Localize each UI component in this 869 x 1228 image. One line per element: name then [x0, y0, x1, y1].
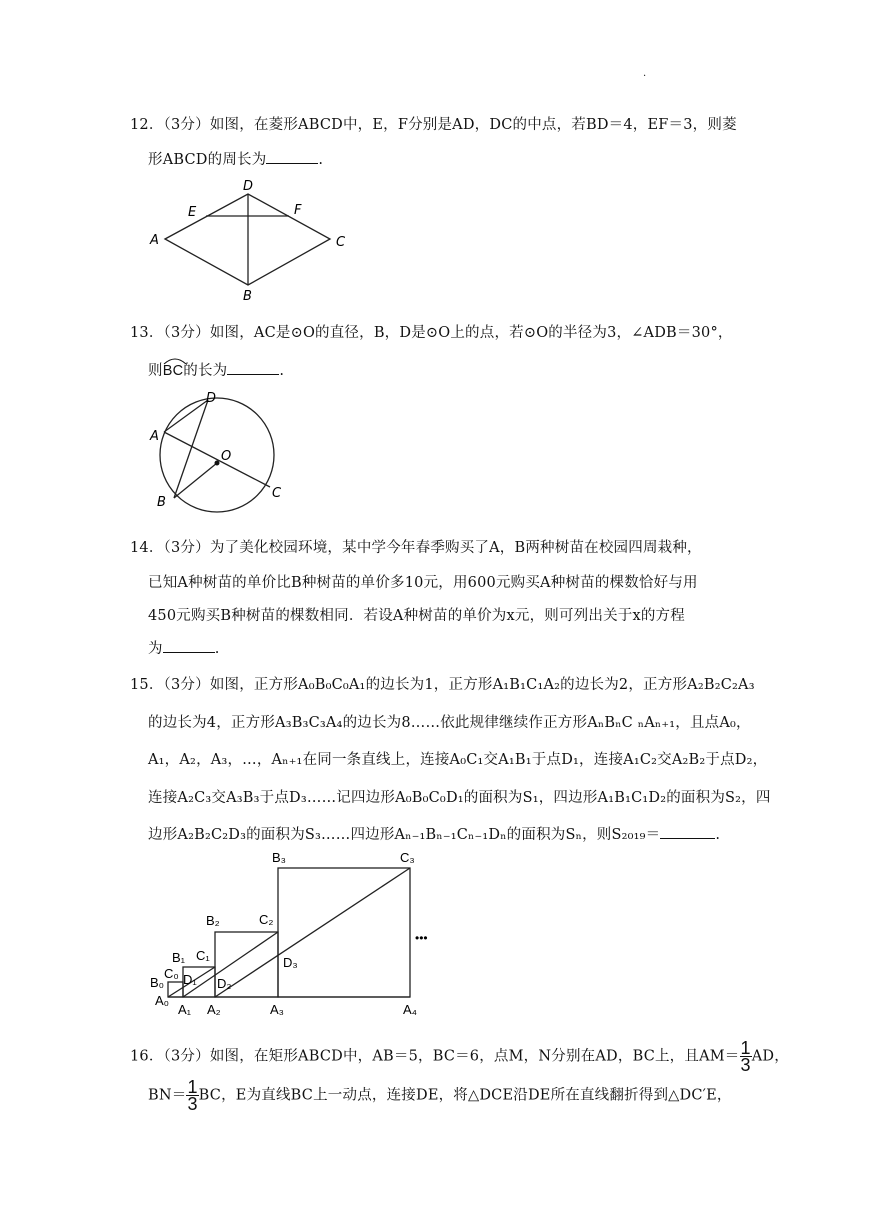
label-A0: A₀	[155, 993, 170, 1008]
q12-answer-blank[interactable]	[266, 162, 318, 164]
label-A: A	[150, 233, 159, 248]
q13-line2-end: .	[279, 363, 285, 379]
label-C3: C₃	[400, 850, 415, 865]
q16-line1-pre: 16．（3分）如图，在矩形ABCD中，AB＝5，BC＝6，点M，N分别在AD，BC上，且AM＝	[130, 1048, 740, 1065]
label-D: D	[206, 391, 217, 406]
label-F: F	[294, 203, 302, 218]
label-C: C	[336, 235, 346, 250]
q15-line4: 连接A₂C₃交A₃B₃于点D₃……记四边形A₀B₀C₀D₁的面积为S₁，四边形A₁B₁C₁D₂的面积为S₂，四	[148, 790, 771, 806]
ellipsis-mark: •••	[415, 931, 428, 945]
q12-line2-end: .	[318, 152, 324, 168]
q16-line1	[130, 1040, 789, 1073]
label-B1: B₁	[172, 950, 186, 965]
label-A4: A₄	[403, 1002, 417, 1017]
label-C2: C₂	[259, 912, 274, 927]
label-B0: B₀	[150, 975, 165, 990]
label-B: B	[157, 495, 166, 510]
q14-line3: 450元购买B种树苗的棵数相同．若设A种树苗的单价为x元，则可列出关于x的方程	[148, 608, 685, 624]
q15-line5	[148, 823, 720, 844]
q13-answer-blank[interactable]	[227, 373, 279, 375]
q13-line1: 13．（3分）如图，AC是⊙O的直径，B，D是⊙O上的点，若⊙O的半径为3，∠ADB＝30°，	[130, 325, 733, 341]
label-B: B	[243, 289, 252, 304]
label-A3: A₃	[270, 1002, 284, 1017]
label-B2: B₂	[206, 913, 220, 928]
q15-line3: A₁，A₂，A₃，…，Aₙ₊₁在同一条直线上，连接A₀C₁交A₁B₁于点D₁，连接A₁C₂交A₂B₂于点D₂，	[148, 752, 768, 768]
label-D1: D₁	[183, 972, 197, 987]
q16-line2-post: BC，E为直线BC上一动点，连接DE，将△DCE沿DE所在直线翻折得到△DC′E，	[198, 1087, 732, 1104]
q15-answer-blank[interactable]	[660, 837, 715, 839]
q16-line2	[148, 1079, 732, 1112]
label-A2: A₂	[207, 1002, 221, 1017]
q16-line2-pre: BN＝	[148, 1087, 187, 1104]
q15-line5-pre: 边形A₂B₂C₂D₃的面积为S₃……四边形Aₙ₋₁Bₙ₋₁Cₙ₋₁Dₙ的面积为Sₙ，则S₂₀₁₉＝	[148, 827, 661, 843]
label-A: A	[150, 429, 159, 444]
q15-line2: 的边长为4，正方形A₃B₃C₃A₄的边长为8……依此规律继续作正方形AₙBₙC ₙAₙ₊₁，且点A₀，	[148, 715, 751, 731]
q14-line1: 14．（3分）为了美化校园环境，某中学今年春季购买了A，B两种树苗在校园四周栽种，	[130, 540, 702, 556]
q14-line2: 已知A种树苗的单价比B种树苗的单价多10元，用600元购买A种树苗的棵数恰好与用	[148, 575, 698, 591]
fraction-numerator: 1	[187, 1077, 198, 1097]
q14-line4-pre: 为	[148, 641, 163, 657]
q13-line2-pre: 则	[148, 363, 163, 379]
fraction-denominator: 3	[187, 1094, 198, 1114]
fraction-one-third	[740, 1040, 752, 1073]
arc-bc-label	[163, 363, 184, 379]
fraction-numerator: 1	[740, 1038, 751, 1058]
label-E: E	[188, 205, 197, 220]
q12-line2	[148, 148, 323, 169]
q12-line1: 12．（3分）如图，在菱形ABCD中，E，F分别是AD，DC的中点，若BD＝4，EF＝3，则菱	[130, 117, 737, 133]
arc-bc-text: BC	[162, 363, 184, 379]
q15-line1: 15．（3分）如图，正方形A₀B₀C₀A₁的边长为1，正方形A₁B₁C₁A₂的边长为2，正方形A₂B₂C₂A₃	[130, 677, 755, 693]
fraction-one-third-2	[186, 1079, 198, 1112]
label-D3: D₃	[283, 955, 298, 970]
q15-line5-end: .	[715, 827, 721, 843]
label-B3: B₃	[272, 850, 286, 865]
q14-line4	[148, 637, 220, 658]
q13-line2	[148, 359, 284, 380]
q13-line2-mid: 的长为	[183, 363, 228, 379]
label-C: C	[272, 486, 282, 501]
q12-line2-text: 形ABCD的周长为	[148, 152, 267, 168]
label-D: D	[243, 179, 254, 194]
label-C0: C₀	[164, 966, 179, 981]
label-O: O	[221, 449, 232, 464]
label-A1: A₁	[178, 1002, 192, 1017]
label-D2: D₂	[217, 976, 232, 991]
q16-line1-post: AD，	[751, 1048, 789, 1065]
arc-symbol	[163, 357, 187, 365]
q14-line4-end: .	[214, 641, 220, 657]
label-C1: C₁	[196, 948, 210, 963]
fraction-denominator: 3	[740, 1055, 751, 1075]
header-dot: .	[643, 68, 647, 79]
q14-answer-blank[interactable]	[163, 651, 215, 653]
